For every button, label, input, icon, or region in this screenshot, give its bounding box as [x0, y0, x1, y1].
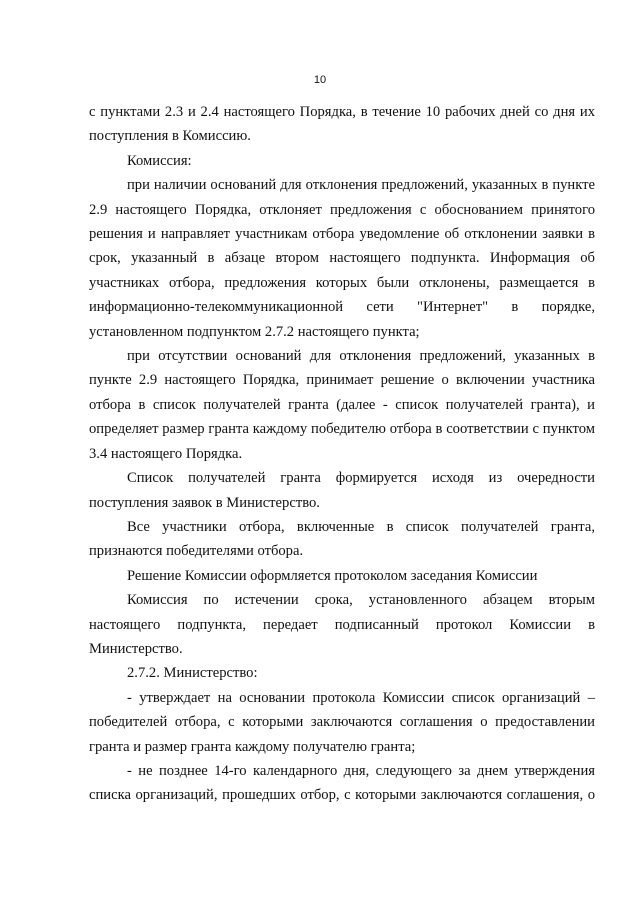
- paragraph-recipients-list: Список получателей гранта формируется исходя из очередности поступления заявок в Министерство.: [89, 470, 595, 511]
- page-number: 10: [313, 74, 327, 86]
- paragraph-deadline: - не позднее 14-го календарного дня, следующего за днем утверждения списка организаций, прошедших отбор, с которыми заключаются соглашения, о: [89, 762, 595, 804]
- paragraph-winners: Все участники отбора, включенные в список получателей гранта, признаются победителями отбора.: [89, 518, 595, 560]
- paragraph-continuation: с пунктами 2.3 и 2.4 настоящего Порядка, в течение 10 рабочих дней со дня их поступления в Комиссию.: [89, 104, 595, 145]
- paragraph-protocol: Решение Комиссии оформляется протоколом заседания Комиссии: [127, 567, 538, 584]
- paragraph-approves-list: - утверждает на основании протокола Комиссии список организаций – победителей отбора, с которыми заключаются соглашения о предоставлении гранта и размер гранта каждому получателю гранта;: [89, 689, 595, 755]
- paragraph-commission-heading: Комиссия:: [127, 152, 192, 169]
- document-body: [89, 100, 595, 808]
- paragraph-protocol-transfer: Комиссия по истечении срока, установленного абзацем вторым настоящего подпункта, передает подписанный протокол Комиссии в Министерство.: [89, 592, 595, 657]
- paragraph-rejection-grounds: при наличии оснований для отклонения предложений, указанных в пункте 2.9 настоящего Порядка, отклоняет предложения с обоснованием принятого решения и направляет участникам отбора уведомление об отклонении заявки в срок, указанный в абзаце втором настоящего подпункта. Информация об участниках отбора, предложения которых были отклонены, размещается в информационно-телекоммуникационной сети "Интернет" в порядке, установленном подпунктом 2.7.2 настоящего пункта;: [89, 177, 595, 340]
- paragraph-no-rejection-grounds: при отсутствии оснований для отклонения предложений, указанных в пункте 2.9 настоящего Порядка, принимает решение о включении участника отбора в список получателей гранта (далее - список получателей гранта), и определяет размер гранта каждому победителю отбора в соответствии с пунктом 3.4 настоящего Порядка.: [89, 348, 595, 462]
- paragraph-ministry-heading: 2.7.2. Министерство:: [127, 665, 258, 682]
